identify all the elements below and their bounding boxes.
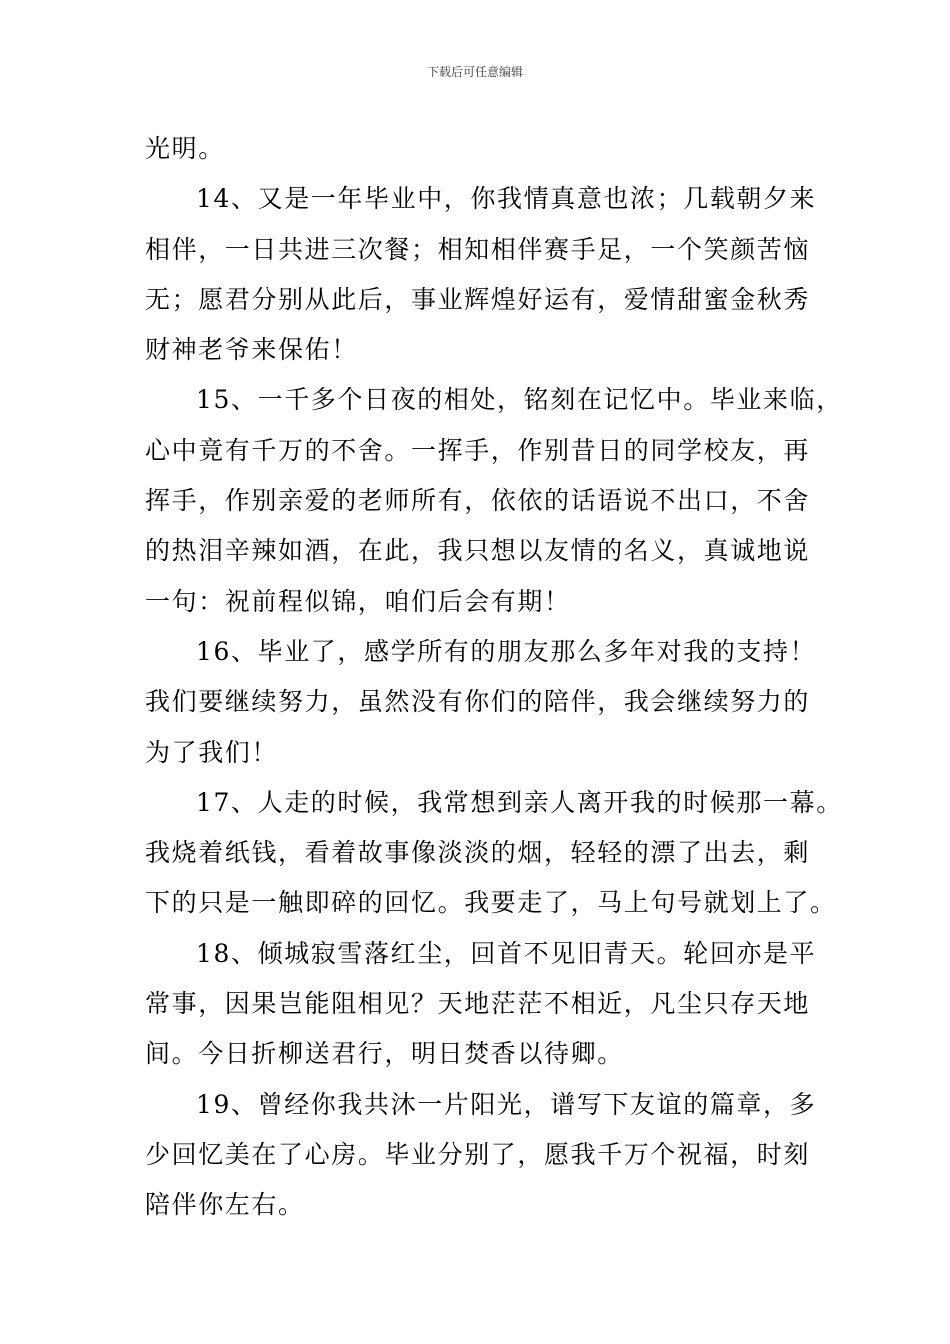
text-line: 陪伴你左右。	[145, 1190, 305, 1220]
text-line: 我烧着纸钱，看着故事像淡淡的烟，轻轻的漂了出去，剩	[145, 838, 811, 868]
text-line: 间。今日折柳送君行，明日焚香以待卿。	[145, 1039, 624, 1069]
text-line: 少回忆美在了心房。毕业分别了，愿我千万个祝福，时刻	[145, 1139, 811, 1169]
body-text	[145, 124, 843, 1231]
text-line: 19、曾经你我共沐一片阳光，谱写下友谊的篇章，多	[196, 1089, 817, 1119]
text-line: 我们要继续努力，虽然没有你们的陪伴，我会继续努力的	[145, 687, 811, 717]
page-header: 下载后可任意编辑	[426, 65, 523, 79]
text-line: 的热泪辛辣如酒，在此，我只想以友情的名义，真诚地说	[145, 536, 811, 566]
text-line: 相伴，一日共进三次餐；相知相伴赛手足，一个笑颜苦恼	[145, 234, 811, 264]
text-line: 16、毕业了，感学所有的朋友那么多年对我的支持！	[196, 636, 817, 666]
text-line: 光明。	[145, 134, 225, 163]
text-line: 财神老爷来保佑！	[145, 335, 358, 365]
text-line: 17、人走的时候，我常想到亲人离开我的时候那一幕。	[196, 787, 843, 817]
text-line: 无；愿君分别从此后，事业辉煌好运有，爱情甜蜜金秋秀	[145, 284, 811, 314]
text-line: 14、又是一年毕业中，你我情真意也浓；几载朝夕来	[196, 184, 817, 214]
text-line: 18、倾城寂雪落红尘，回首不见旧青天。轮回亦是平	[196, 938, 817, 968]
text-line: 下的只是一触即碎的回忆。我要走了，马上句号就划上了。	[145, 888, 837, 918]
text-line: 为了我们！	[145, 737, 279, 767]
text-line: 常事，因果岂能阻相见？天地茫茫不相近，凡尘只存天地	[145, 989, 811, 1019]
text-line: 心中竟有千万的不舍。一挥手，作别昔日的同学校友，再	[145, 435, 811, 465]
text-line: 15、一千多个日夜的相处，铭刻在记忆中。毕业来临，	[196, 385, 843, 415]
text-line: 一句：祝前程似锦，咱们后会有期！	[145, 586, 571, 616]
text-line: 挥手，作别亲爱的老师所有，依依的话语说不出口，不舍	[145, 486, 811, 516]
